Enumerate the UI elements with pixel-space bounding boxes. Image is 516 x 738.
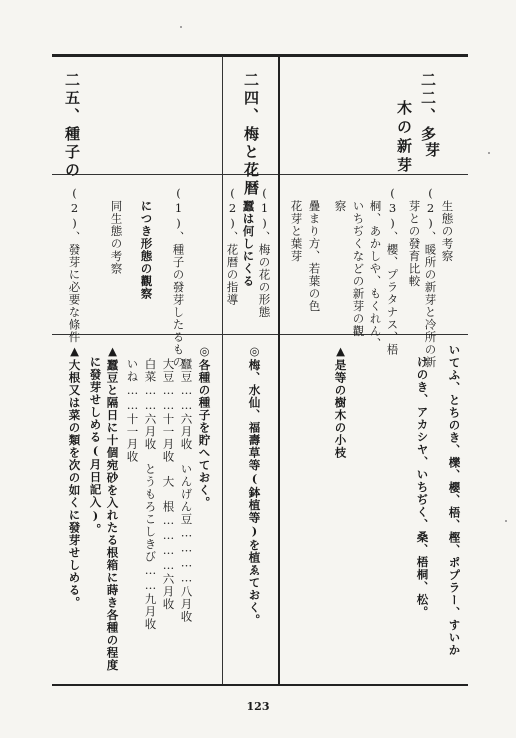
section-22-note: ▲是等の樹木の小枝	[333, 344, 348, 459]
column-divider-2	[222, 56, 223, 684]
section-22-item: 生態の考察	[440, 200, 455, 263]
section-25-item: につき形態の觀察	[139, 200, 154, 300]
section-22-item: 芽との發育比較	[407, 200, 422, 288]
section-22-heading-sub: 木の新芽	[395, 100, 413, 176]
body-divider	[52, 334, 468, 335]
section-22-note: けのき、アカシヤ、いちぢく、桑、梧桐、松。	[415, 356, 430, 619]
harvest-row: 白菜……六月收 とうもろこしきび……九月收	[143, 358, 158, 631]
section-25-item: (2)、發芽に必要な條件	[67, 186, 82, 344]
section-25-note: に發芽せしめる(月日記入)。	[88, 356, 103, 536]
section-22-heading: 二二、多	[419, 72, 437, 144]
section-25-note: ▲大根又は菜の類を次の如くに發芽せしめる。	[67, 344, 82, 609]
section-24-heading: 二四、梅と花暦	[242, 72, 260, 198]
section-22-heading-continued: 芽	[423, 142, 441, 160]
section-22-item: 察	[333, 200, 348, 213]
page-number: 123	[246, 700, 270, 713]
section-24-item: (1)、梅の花の形態	[257, 186, 272, 319]
section-25-item: 同生態の考察	[109, 200, 124, 275]
section-22-note: いてふ、とちのき、櫟、櫻、梧、樫、ポプラー、すいか	[447, 344, 462, 657]
section-24-item: 蠶は何しにくる	[241, 200, 256, 288]
section-25-item: (1)、種子の發芽したるもの	[171, 186, 186, 369]
section-22-item: 桐、あかしや、もくれん、	[368, 200, 383, 350]
section-22-item: 花芽と葉芽	[289, 200, 304, 263]
section-25-heading: 二五、種子の	[63, 72, 81, 180]
section-22-item: 疊まり方、若葉の色	[307, 200, 322, 313]
print-speck	[180, 26, 182, 28]
print-speck	[505, 520, 507, 522]
section-22-item: いちぢくなどの新芽の觀	[351, 200, 366, 338]
section-25-note: ▲蠶豆と隔日に十個宛砂を入れたる根箱に蒔き各種の程度	[105, 344, 120, 672]
section-22-item: (3)、櫻、プラタナス、梧	[385, 186, 400, 356]
harvest-row: 蠶豆……六月收 いんげん豆…………八月收	[179, 358, 194, 623]
column-divider-1	[278, 56, 280, 684]
print-speck	[488, 152, 490, 154]
harvest-row: いね……十一月收	[125, 358, 140, 463]
harvest-row: 大豆……十一月收 大 根…………六月收	[161, 358, 176, 611]
section-25-note: ◎各種の種子を貯へておく。	[197, 344, 212, 509]
section-24-item: (2)、花暦の指導	[225, 186, 240, 306]
section-22-item: (2)、暖所の新芽と冷所の新	[423, 186, 438, 369]
section-24-note: ◎梅、水仙、福壽草等(鉢植等)を植ゑておく。	[247, 344, 262, 627]
